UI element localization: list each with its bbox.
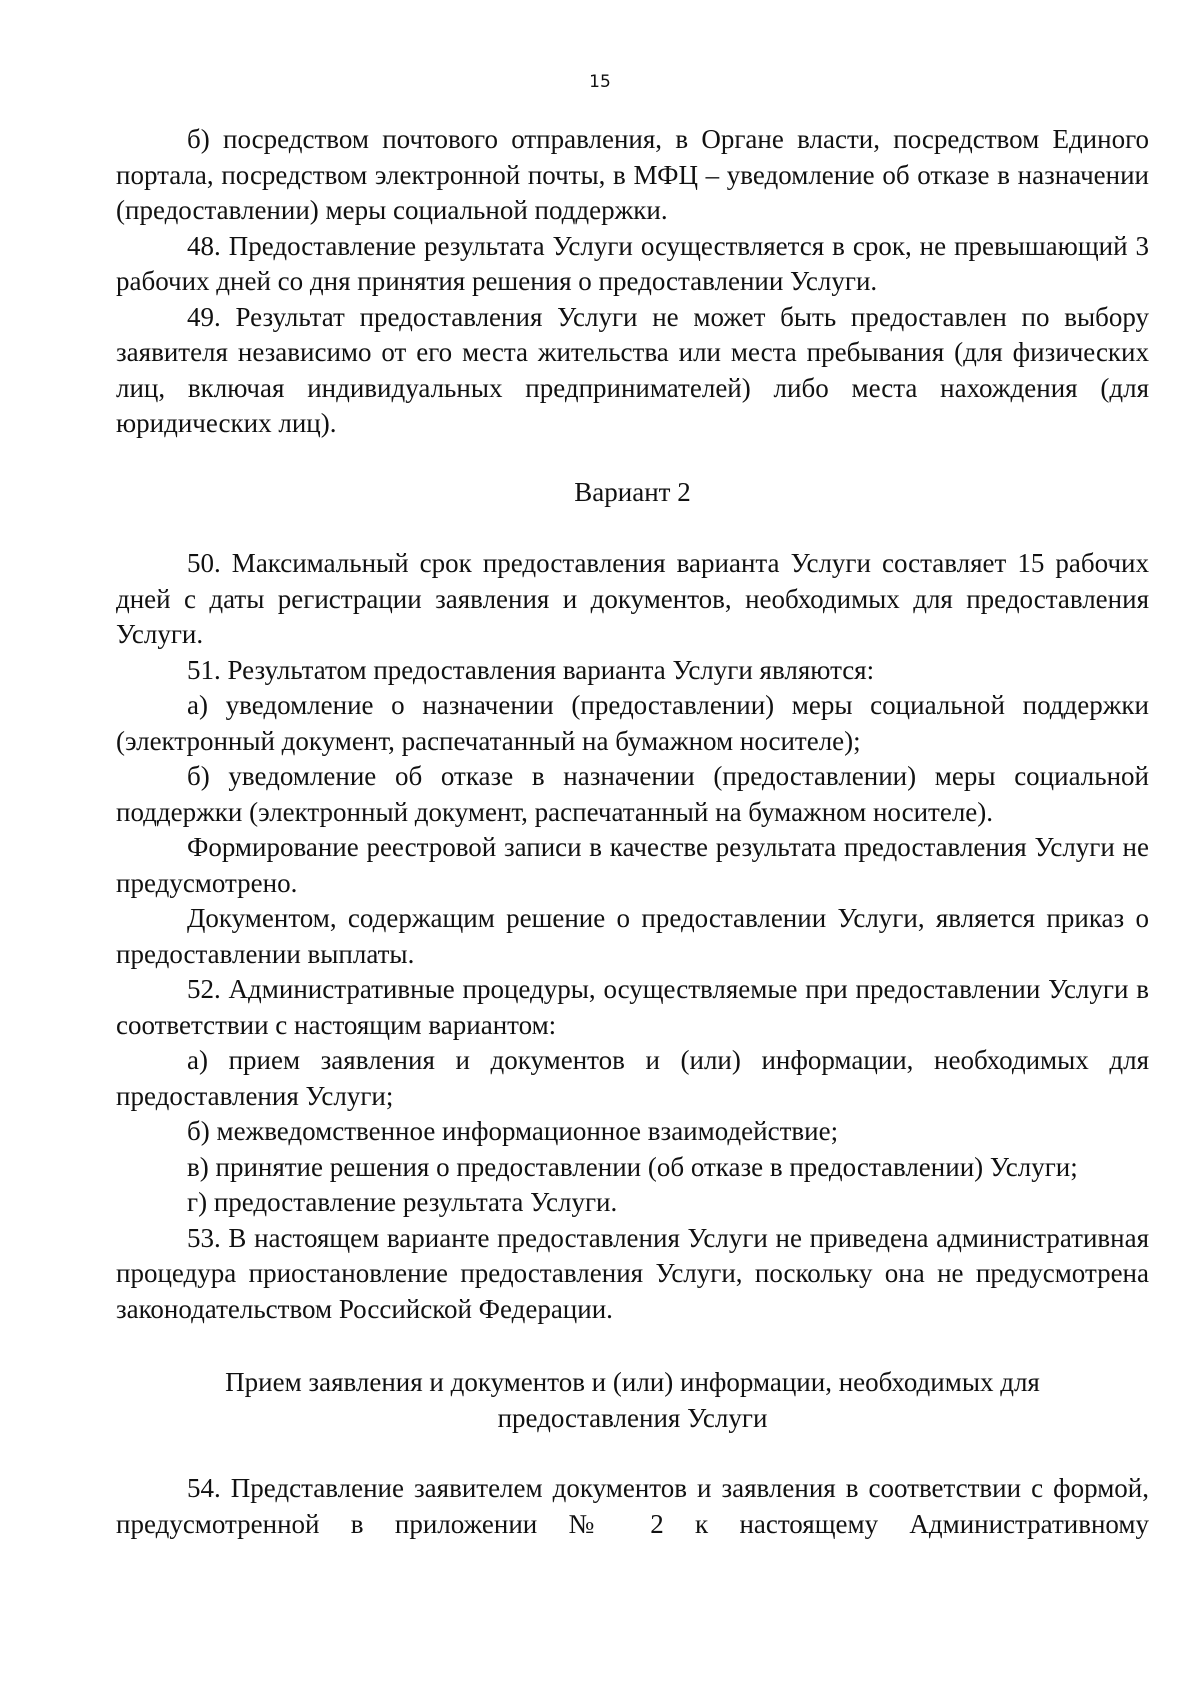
paragraph-decision-document: Документом, содержащим решение о предоставлении Услуги, является приказ о предоставлении выплаты. [116,903,1149,969]
variant-heading: Вариант 2 [574,476,691,507]
paragraph-52d: г) предоставление результата Услуги. [187,1187,618,1217]
paragraph-51a: а) уведомление о назначении (предоставлении) меры социальной поддержки (электронный документ, распечатанный на бумажном носителе); [116,690,1149,756]
paragraph-52: 52. Административные процедуры, осуществляемые при предоставлении Услуги в соответствии с настоящим вариантом: [116,974,1149,1040]
paragraph-53: 53. В настоящем варианте предоставления Услуги не приведена административная процедура приостановление предоставления Услуги, поскольку она не предусмотрена законодательством Российской Федерации. [116,1222,1149,1324]
page-number: 15 [589,72,611,92]
paragraph-48: 48. Предоставление результата Услуги осуществляется в срок, не превышающий 3 рабочих дней со дня принятия решения о предоставлении Услуги. [116,230,1149,296]
paragraph-52a: а) прием заявления и документов и (или) информации, необходимых для предоставления Услуги; [116,1045,1149,1111]
paragraph-47b: б) посредством почтового отправления, в Органе власти, посредством Единого портала, посредством электронной почты, в МФЦ – уведомление об отказе в назначении (предоставлении) меры социальной поддержки. [116,124,1149,225]
paragraph-51: 51. Результатом предоставления варианта Услуги являются: [187,654,875,685]
section-heading: Прием заявления и документов и (или) информации, необходимых для предоставления Услуги [225,1367,1040,1433]
paragraph-52b: б) межведомственное информационное взаимодействие; [187,1116,839,1146]
paragraph-54: 54. Представление заявителем документов и заявления в соответствии с формой, предусмотренной в приложении № 2 к настоящему Административному [116,1473,1149,1539]
paragraph-52c: в) принятие решения о предоставлении (об отказе в предоставлении) Услуги; [187,1151,1078,1182]
paragraph-51b: б) уведомление об отказе в назначении (предоставлении) меры социальной поддержки (электронный документ, распечатанный на бумажном носителе). [116,761,1149,827]
paragraph-registry-record: Формирование реестровой записи в качестве результата предоставления Услуги не предусмотрено. [116,832,1149,898]
paragraph-49: 49. Результат предоставления Услуги не может быть предоставлен по выбору заявителя независимо от его места жительства или места пребывания (для физических лиц, включая индивидуальных предпринимателей) либо места нахождения (для юридических лиц). [116,301,1149,438]
paragraph-50: 50. Максимальный срок предоставления варианта Услуги составляет 15 рабочих дней с даты регистрации заявления и документов, необходимых для предоставления Услуги. [116,548,1149,649]
document-body [116,122,1149,1542]
